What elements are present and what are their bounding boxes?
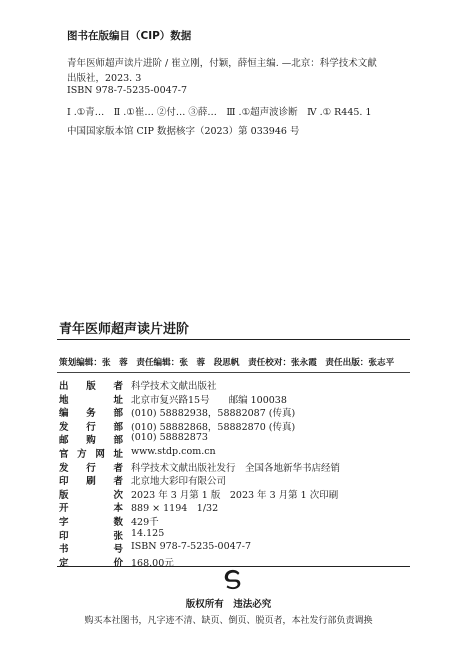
info-label: 版 次 <box>59 489 123 501</box>
info-value: 168.00元 <box>131 557 174 569</box>
info-label: 字 数 <box>59 517 123 528</box>
info-value: 北京地大彩印有限公司 <box>131 476 227 488</box>
publisher-logo-icon <box>222 568 244 590</box>
info-row <box>59 528 164 542</box>
info-row <box>59 432 208 446</box>
info-label: 官 方 网 址 <box>59 449 123 460</box>
cip-line-4: Ⅰ .①青… Ⅱ .①崔… ②付… ③薛… Ⅲ .①超声波诊断 Ⅳ .① R445. 1 <box>67 107 372 118</box>
cip-line-2: 出版社，2023. 3 <box>67 73 142 84</box>
info-label: 发 行 者 <box>59 462 123 474</box>
info-label: 定 价 <box>59 557 123 569</box>
replacement-notice: 购买本社图书，凡字迹不清、缺页、倒页、脱页者，本社发行部负责调换 <box>84 616 373 626</box>
info-row <box>59 378 217 392</box>
info-label: 编 务 部 <box>59 408 123 420</box>
editors-rule <box>57 372 410 373</box>
info-label: 印 刷 者 <box>59 476 123 488</box>
info-row <box>59 473 226 487</box>
info-label: 地 址 <box>59 394 123 406</box>
info-value: 889 × 1194 1/32 <box>131 503 219 515</box>
info-value: 科学技术文献出版社 <box>131 381 217 392</box>
info-value: 科学技术文献出版社发行 全国各地新华书店经销 <box>131 462 341 474</box>
info-label: 邮 购 部 <box>59 435 123 447</box>
info-row <box>59 460 340 474</box>
info-label: 书 号 <box>59 544 123 556</box>
info-row <box>59 541 251 555</box>
info-bottom-rule <box>57 566 410 567</box>
info-label: 出 版 者 <box>59 381 123 392</box>
info-value: (010) 58882938，58882087 (传真) <box>131 408 296 420</box>
cip-line-1: 青年医师超声读片进阶 / 崔立刚，付颖，薛恒主编. —北京：科学技术文献 <box>67 58 377 69</box>
title-rule <box>57 339 410 340</box>
info-value: (010) 58882873 <box>131 432 208 444</box>
info-value: 429千 <box>131 517 159 528</box>
info-value: www.stdp.com.cn <box>131 446 216 457</box>
info-row <box>59 500 218 514</box>
info-label: 印 张 <box>59 530 123 542</box>
info-value: ISBN 978-7-5235-0047-7 <box>131 541 251 553</box>
copyright-notice: 版权所有 违法必究 <box>185 599 272 610</box>
info-value: 北京市复兴路15号 邮编 100038 <box>131 394 287 406</box>
info-row <box>59 514 159 528</box>
info-value: 14.125 <box>131 527 165 539</box>
info-row <box>59 487 338 501</box>
info-row <box>59 392 287 406</box>
cip-line-3: ISBN 978-7-5235-0047-7 <box>67 85 187 96</box>
info-value: (010) 58882868，58882870 (传真) <box>131 421 296 433</box>
book-title: 青年医师超声读片进阶 <box>59 322 190 337</box>
editors-line: 策划编辑：张 蓉 责任编辑：张 蓉 段思帆 责任校对：张永霞 责任出版：张志平 <box>59 358 395 368</box>
info-row <box>59 419 295 433</box>
cip-line-5: 中国国家版本馆 CIP 数据核字（2023）第 033946 号 <box>67 126 300 137</box>
info-row <box>59 446 216 460</box>
info-label: 发 行 部 <box>59 421 123 433</box>
info-value: 2023 年 3 月第 1 版 2023 年 3 月第 1 次印刷 <box>131 489 339 501</box>
info-row <box>59 405 295 419</box>
info-label: 开 本 <box>59 503 123 515</box>
cip-title: 图书在版编目（CIP）数据 <box>67 30 192 42</box>
